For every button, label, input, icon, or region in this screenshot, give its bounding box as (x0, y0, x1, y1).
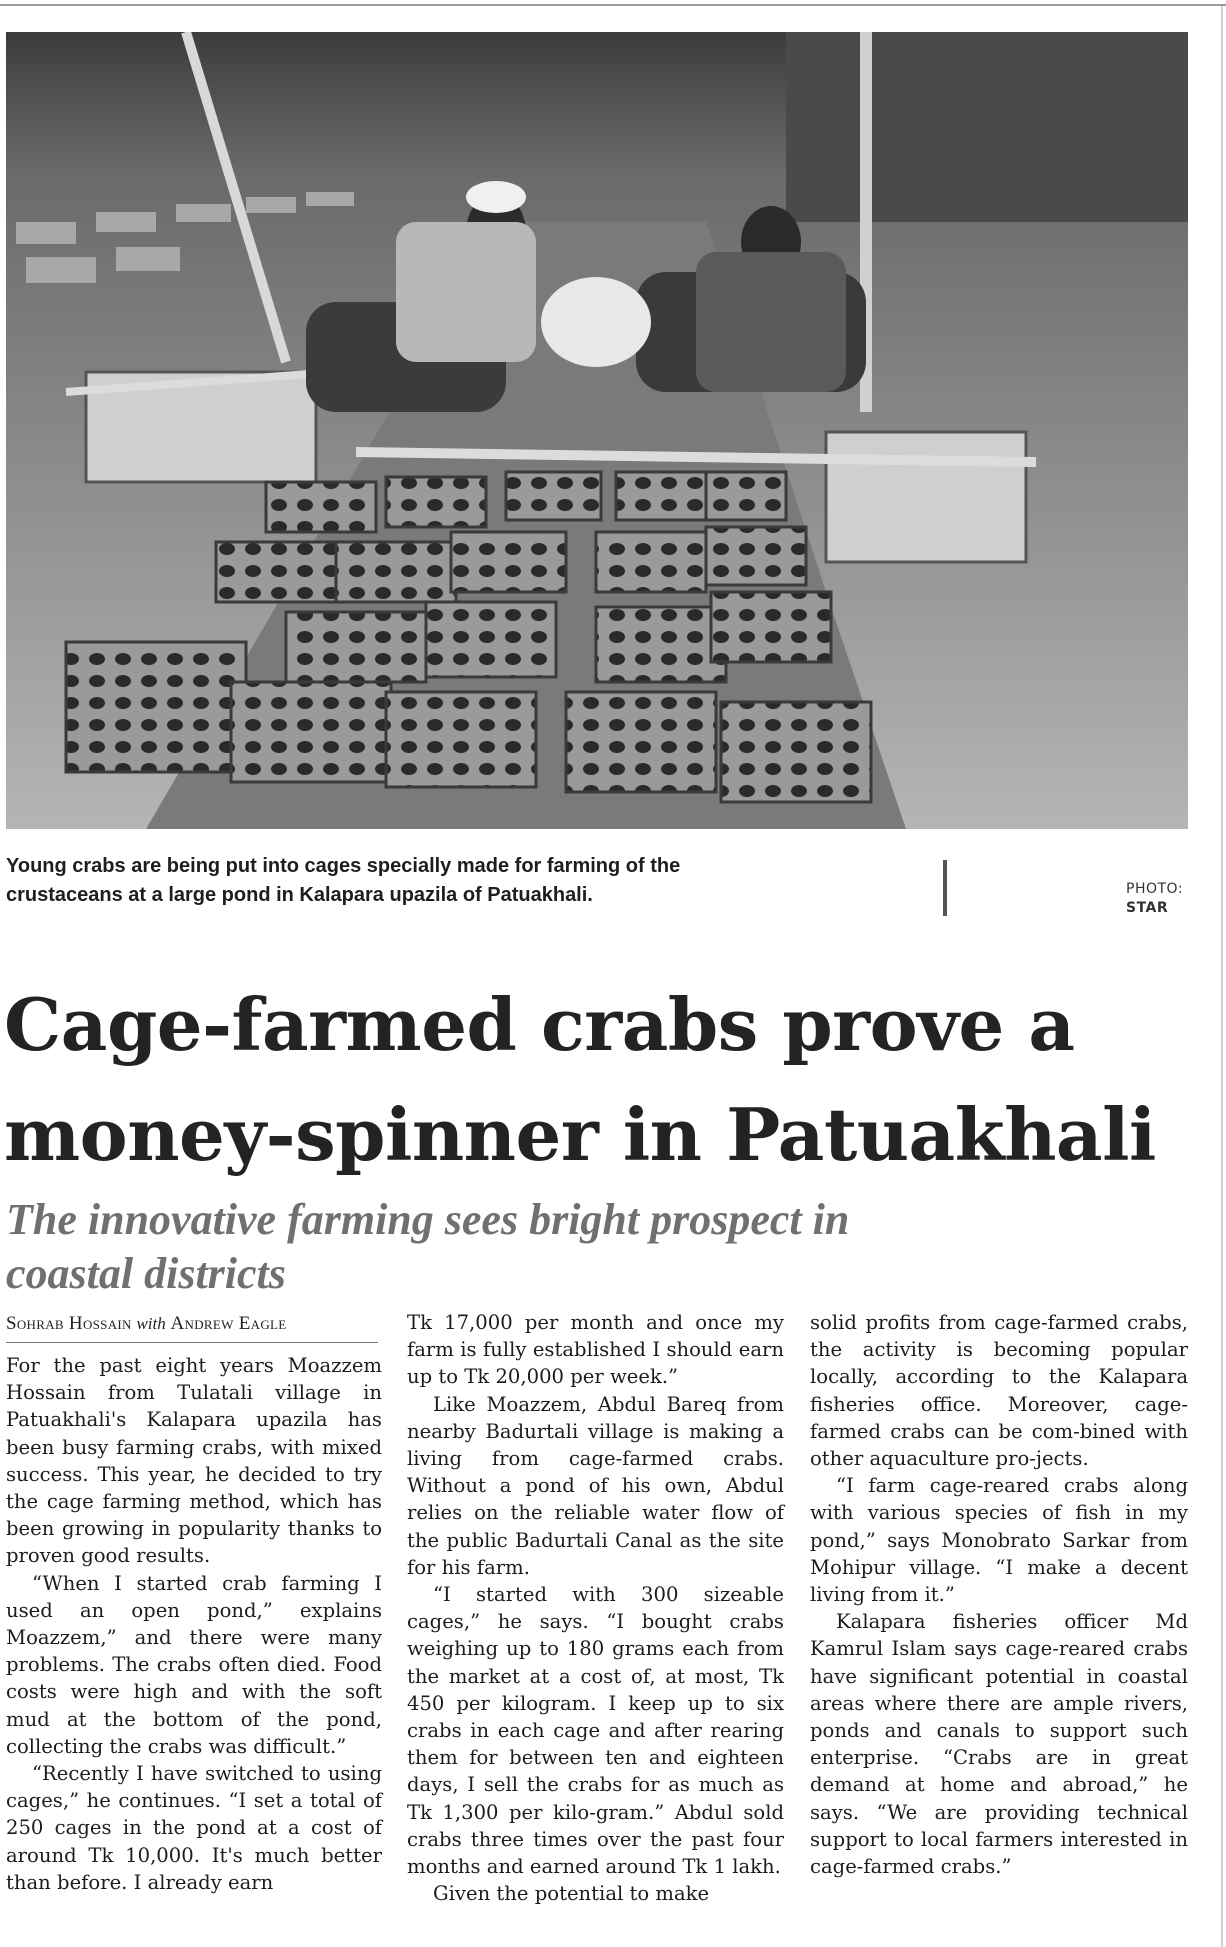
paragraph: “I farm cage-reared crabs along with various species of fish in my pond,” says Monobrato Sarkar from Mohipur village. “I make a decent living from it.” (810, 1474, 1188, 1607)
article-photo (6, 32, 1188, 829)
column-divider (1221, 6, 1223, 1947)
paragraph: Given the potential to make (433, 1882, 710, 1906)
author-name: Sohrab Hossain (6, 1313, 132, 1334)
paragraph: “Recently I have switched to using cages,” he continues. “I set a total of 250 cages in the pond at a cost of around Tk 10,000. It's much better than before. I already earn (6, 1762, 382, 1894)
paragraph: “When I started crab farming I used an open pond,” explains Moazzem,” and there were many problems. The crabs often died. Food costs were high and with the soft mud at the bottom of the pond, collecting the crabs was difficult.” (6, 1571, 382, 1758)
article-column-3 (810, 1309, 1188, 1880)
headline: Cage-farmed crabs prove a money-spinner in Patuakhali (4, 982, 1156, 1177)
article-column-2 (407, 1309, 784, 1907)
coauthor-name: Andrew Eagle (170, 1313, 287, 1334)
photo-credit-source: STAR (1126, 900, 1169, 916)
photo-image-icon (6, 32, 1188, 829)
paragraph: Kalapara fisheries officer Md Kamrul Islam says cage-reared crabs have significant potential in coastal areas where there are ample rivers, ponds and canals to support such enterprise. “Crabs are in great demand at home and abroad,” he says. “We are providing technical support to local farmers interested in cage-farmed crabs.” (810, 1610, 1188, 1879)
top-rule (0, 4, 1226, 6)
photo-credit-label: PHOTO: (1126, 881, 1184, 897)
subheadline: The innovative farming sees bright prospect in coastal districts (6, 1195, 850, 1298)
photo-caption: Young crabs are being put into cages specially made for farming of the crustaceans at a large pond in Kalapara upazila of Patuakhali. (6, 855, 681, 906)
caption-divider (943, 860, 947, 916)
byline-with: with (136, 1314, 166, 1333)
photo-credit (1126, 880, 1183, 918)
paragraph: Like Moazzem, Abdul Bareq from nearby Badurtali village is making a living from cage-farmed crabs. Without a pond of his own, Abdul relies on the reliable water flow of the public Badurtali Canal as the site for his farm. (407, 1392, 784, 1579)
paragraph: Tk 17,000 per month and once my farm is fully established I should earn up to Tk 20,000 per week.” (407, 1311, 784, 1389)
paragraph: “I started with 300 sizeable cages,” he says. “I bought crabs weighing up to 180 grams each from the market at a cost of, at most, Tk 450 per kilogram. I keep up to six crabs in each cage and after rearing them for between ten and eighteen days, I sell the crabs for as much as Tk 1,300 per kilo-gram.” Abdul sold crabs three times over the past four months and earned around Tk 1 lakh. (407, 1583, 784, 1879)
paragraph: For the past eight years Moazzem Hossain from Tulatali village in Patuakhali's Kalapara upazila has been busy farming crabs, with mixed success. This year, he decided to try the cage farming method, which has been growing in popularity thanks to proven good results. (6, 1354, 382, 1568)
byline (6, 1312, 378, 1343)
paragraph: solid profits from cage-farmed crabs, the activity is becoming popular locally, according to the Kalapara fisheries office. Moreover, cage-farmed crabs can be com-bined with other aquaculture pro-jects. (810, 1311, 1188, 1471)
article-column-1 (6, 1352, 382, 1896)
